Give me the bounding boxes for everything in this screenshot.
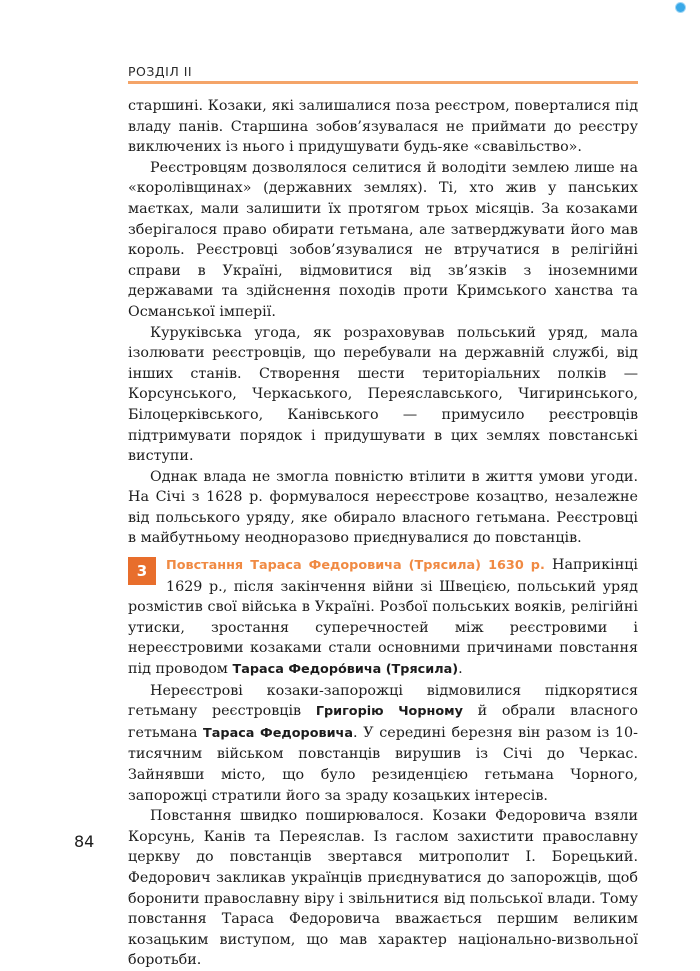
header-rule bbox=[128, 81, 638, 84]
paragraph-2: Реєстровцям дозволялося селитися й володіти землею лише на «королівщинах» (державних землях). Ті, хто жив у панських маєтках, мали залишити їх протягом трьох місяців. За козаками зберігалося право обирати гетьмана, але затверджувати його мав король. Реєстровці зобов’язувалися не втручатися в релігійні справи в Україні, відмовитися від зв’язків з іноземними державами та здійснення походів проти Кримського ханства та Османської імперії. bbox=[128, 159, 638, 320]
section-p2-b: й обрали власного гетьмана bbox=[128, 703, 639, 741]
section-paragraph-2 bbox=[128, 681, 638, 807]
hetman-chorny-name: Григорію Чорному bbox=[315, 704, 463, 720]
chapter-label: РОЗДІЛ II bbox=[128, 64, 193, 79]
paragraph-1: старшині. Козаки, які залишалися поза реєстром, поверталися під владу панів. Старшина зобов’язувалася не приймати до реєстру виключених із нього і придушувати будь-яке «свавільство». bbox=[128, 98, 638, 156]
corner-marker-icon bbox=[676, 3, 685, 12]
paragraph-4: Однак влада не змогла повністю втілити в життя умови угоди. На Січі з 1628 р. формувалося нереєстрове козацтво, незалежне від польського уряду, яке обирало власного гетьмана. Реєстровці в майбутньому неодноразово приєднувалися до повстанців. bbox=[128, 468, 638, 547]
leader-name: Тараса Федоро́вича (Трясила) bbox=[232, 662, 459, 678]
section-p2-c: . У середині березня він разом із 10-тисячним військом повстанців вирушив із Січі до Черкас. Зайнявши місто, що було резиденцією гетьмана Чорного, запорожці стратили його за зраду козацьких інтересів. bbox=[128, 724, 638, 804]
hetman-fedorovych-name: Тараса Федоровича bbox=[203, 725, 353, 741]
section-title: Повстання Тараса Федоровича (Трясила) 1630 р. bbox=[166, 558, 545, 574]
section-paragraph-1 bbox=[128, 555, 638, 681]
page-number: 84 bbox=[74, 832, 95, 851]
section-p2-a: Нереєстрові козаки-запорожці відмовилися підкорятися гетьману реєстровців bbox=[128, 682, 638, 720]
section-3 bbox=[128, 555, 638, 971]
section-number-badge: 3 bbox=[128, 557, 156, 585]
section-p1-end: . bbox=[458, 661, 463, 678]
paragraph-3: Куруківська угода, як розраховував польський уряд, мала ізолювати реєстровців, що перебували на державній службі, від інших станів. Створення шести територіальних полків — Корсунського, Черкаського, Переяславського, Чигиринського, Білоцерківського, Канівського — примусило реєстровців підтримувати порядок і придушувати в цих землях повстанські виступи. bbox=[128, 324, 638, 465]
section-p1-text: Наприкінці 1629 р., після закінчення війни зі Швецією, польський уряд розмістив свої війська в Україні. Розбої польських вояків, релігійні утиски, зростання суперечностей між реєстровими і нереєстровими козаками стали основними причинами повстання під проводом bbox=[128, 557, 638, 678]
body-text bbox=[128, 96, 638, 971]
section-paragraph-3: Повстання швидко поширювалося. Козаки Федоровича взяли Корсунь, Канів та Переяслав. Із гаслом захистити православну церкву до повстанців звертався митрополит І. Борецький. Федорович закликав українців приєднуватися до запорожців, щоб боронити православну віру і звільнитися від польської влади. Тому повстання Тараса Федоровича вважається першим великим козацьким виступом, що мав характер національно-визвольної боротьби. bbox=[128, 808, 638, 969]
